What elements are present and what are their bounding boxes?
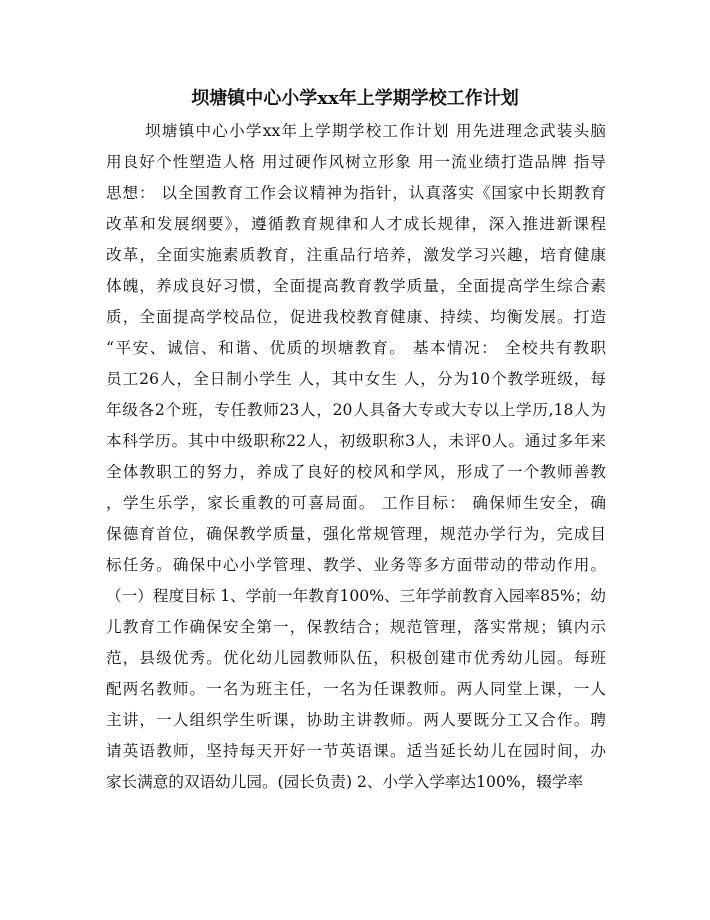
body-line: 配两名教师。一名为班主任，一名为任课教师。两人同堂上课，一人 [106, 680, 606, 698]
body-line: 请英语教师，坚持每天开好一节英语课。适当延长幼儿在园时间，办 [106, 742, 606, 760]
body-line: 家长满意的双语幼儿园。(园长负责) 2、小学入学率达100%，辍学率 [106, 773, 584, 791]
document-title: 坝塘镇中心小学xx年上学期学校工作计划 [191, 88, 519, 109]
body-line: 改革，全面实施素质教育，注重品行培养，激发学习兴趣，培育健康 [106, 246, 606, 264]
body-line: 儿教育工作确保安全第一，保教结合；规范管理，落实常规；镇内示 [106, 618, 606, 636]
body-line: 员工26人，全日制小学生 人，其中女生 人，分为10个教学班级，每 [106, 370, 606, 388]
body-line: （一）程度目标 1、学前一年教育100%、三年学前教育入园率85%；幼 [106, 587, 606, 605]
body-line: 主讲，一人组织学生听课，协助主讲教师。两人要既分工又合作。聘 [106, 711, 606, 729]
body-line: ，学生乐学，家长重教的可喜局面。 工作目标： 确保师生安全，确 [106, 494, 606, 512]
body-line: 质，全面提高学校品位，促进我校教育健康、持续、均衡发展。打造 [106, 308, 606, 326]
body-line: 范，县级优秀。优化幼儿园教师队伍，积极创建市优秀幼儿园。每班 [106, 649, 606, 667]
body-line: 改革和发展纲要》，遵循教育规律和人才成长规律，深入推进新课程 [106, 215, 606, 233]
body-line: 标任务。确保中心小学管理、教学、业务等多方面带动的带动作用。 [106, 556, 606, 574]
body-line: 思想： 以全国教育工作会议精神为指针，认真落实《国家中长期教育 [106, 184, 606, 202]
document-body [106, 116, 606, 798]
body-line: “平安、诚信、和谐、优质的坝塘教育。 基本情况： 全校共有教职 [106, 339, 606, 357]
body-line: 年级各2个班，专任教师23人，20人具备大专或大专以上学历,18人为 [106, 401, 606, 419]
body-line: 保德育首位，确保教学质量，强化常规管理，规范办学行为，完成目 [106, 525, 606, 543]
body-line: 坝塘镇中心小学xx年上学期学校工作计划 用先进理念武装头脑 [145, 122, 606, 140]
body-line: 本科学历。其中中级职称22人，初级职称3人，未评0人。通过多年来 [106, 432, 606, 450]
body-line: 用良好个性塑造人格 用过硬作风树立形象 用一流业绩打造品牌 指导 [106, 153, 606, 171]
body-line: 全体教职工的努力，养成了良好的校风和学风，形成了一个教师善教 [106, 463, 606, 481]
body-line: 体魄，养成良好习惯，全面提高教育教学质量，全面提高学生综合素 [106, 277, 606, 295]
